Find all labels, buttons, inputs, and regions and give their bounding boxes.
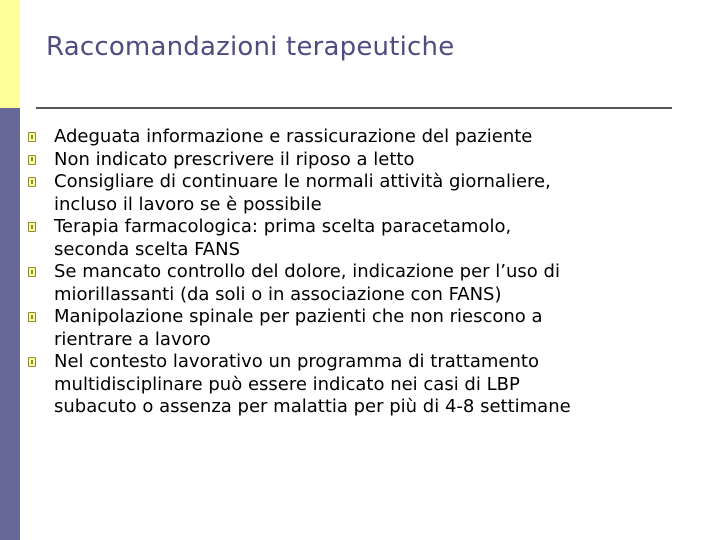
bullet-text-continued: multidisciplinare può essere indicato nei casi di LBP (54, 373, 520, 395)
bullet-item (28, 351, 708, 419)
bullet-item (28, 261, 708, 306)
bullet-text: Se mancato controllo del dolore, indicazione per l’uso di (54, 261, 560, 282)
square-bullet-icon (28, 155, 36, 165)
bullet-text-continued: seconda scelta FANS (54, 238, 241, 260)
accent-bar-bottom (0, 108, 20, 540)
bullet-text: Adeguata informazione e rassicurazione del paziente (54, 126, 533, 147)
title-divider (36, 107, 672, 109)
bullet-item (28, 216, 708, 261)
bullet-text: Terapia farmacologica: prima scelta paracetamolo, (54, 216, 512, 237)
bullet-text-continued: subacuto o assenza per malattia per più di 4-8 settimane (54, 396, 571, 417)
square-bullet-icon (28, 132, 36, 142)
bullet-text-continued: miorillassanti (da soli o in associazione con FANS) (54, 283, 502, 305)
bullet-item (28, 149, 708, 172)
square-bullet-icon (28, 177, 36, 187)
bullet-text: Consigliare di continuare le normali attività giornaliere, (54, 171, 551, 192)
bullet-text: Non indicato prescrivere il riposo a letto (54, 148, 415, 170)
bullet-text: Manipolazione spinale per pazienti che non riescono a (54, 306, 543, 327)
slide-title: Raccomandazioni terapeutiche (46, 32, 455, 62)
bullet-text-continued: rientrare a lavoro (54, 328, 211, 350)
square-bullet-icon (28, 222, 36, 232)
bullet-text: Nel contesto lavorativo un programma di trattamento (54, 351, 539, 372)
square-bullet-icon (28, 312, 36, 322)
bullet-text-continued: incluso il lavoro se è possibile (54, 193, 322, 215)
accent-bar-top (0, 0, 20, 108)
bullet-item (28, 306, 708, 351)
bullet-item (28, 171, 708, 216)
bullet-item (28, 126, 708, 149)
square-bullet-icon (28, 357, 36, 367)
square-bullet-icon (28, 267, 36, 277)
bullet-list (28, 126, 708, 419)
